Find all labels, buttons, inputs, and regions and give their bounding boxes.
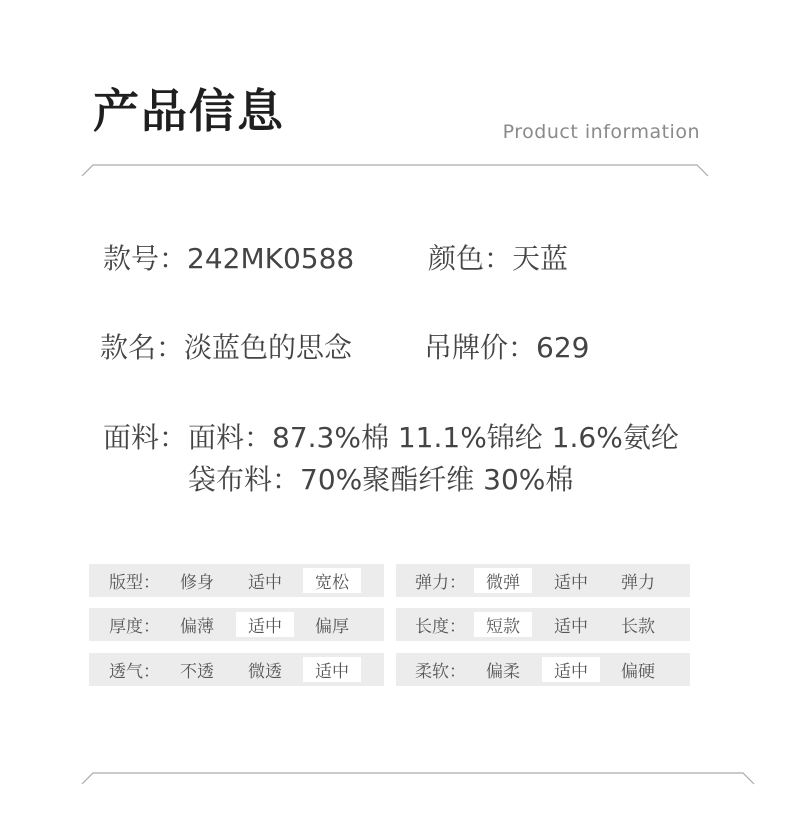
attr-option-selected: 宽松 bbox=[303, 568, 361, 593]
bottom-divider bbox=[0, 762, 790, 792]
fabric-label: 面料： bbox=[103, 421, 188, 454]
tag-price: 吊牌价：629 bbox=[424, 331, 590, 364]
attr-option-selected: 适中 bbox=[542, 657, 600, 682]
attr-label: 弹力： bbox=[415, 573, 466, 593]
attr-label: 长度： bbox=[415, 617, 466, 637]
attr-option: 适中 bbox=[554, 617, 588, 637]
page-title: 产品信息 bbox=[93, 84, 285, 138]
attr-option: 偏硬 bbox=[621, 662, 655, 682]
attr-option: 适中 bbox=[248, 573, 282, 593]
attr-thickness bbox=[89, 608, 384, 641]
attr-label: 柔软： bbox=[415, 662, 466, 682]
attr-option: 微透 bbox=[248, 662, 282, 682]
attr-length bbox=[396, 608, 690, 641]
attr-option: 不透 bbox=[180, 662, 214, 682]
attr-option: 修身 bbox=[180, 573, 214, 593]
color-value: 颜色：天蓝 bbox=[428, 242, 569, 275]
page-subtitle: Product information bbox=[502, 121, 700, 143]
fabric-line-2: 袋布料：70%聚酯纤维 30%棉 bbox=[188, 463, 574, 496]
attr-option-selected: 适中 bbox=[236, 612, 294, 637]
attr-label: 版型： bbox=[109, 573, 160, 593]
attr-option: 弹力 bbox=[621, 573, 655, 593]
attr-option: 长款 bbox=[621, 617, 655, 637]
attr-option-selected: 微弹 bbox=[474, 568, 532, 593]
attr-breathability bbox=[89, 653, 384, 686]
top-divider bbox=[0, 155, 790, 185]
attr-option: 偏柔 bbox=[486, 662, 520, 682]
attr-softness bbox=[396, 653, 690, 686]
attr-option: 偏薄 bbox=[180, 617, 214, 637]
attr-label: 透气： bbox=[109, 662, 160, 682]
product-name: 款名：淡蓝色的思念 bbox=[100, 331, 353, 364]
attr-option-selected: 适中 bbox=[303, 657, 361, 682]
attr-option: 偏厚 bbox=[315, 617, 349, 637]
attr-option-selected: 短款 bbox=[474, 612, 532, 637]
attr-label: 厚度： bbox=[109, 617, 160, 637]
model-number: 款号：242MK0588 bbox=[103, 242, 355, 275]
fabric-line-1: 面料：87.3%棉 11.1%锦纶 1.6%氨纶 bbox=[188, 421, 679, 454]
attr-fit bbox=[89, 564, 384, 597]
attr-stretch bbox=[396, 564, 690, 597]
attr-option: 适中 bbox=[554, 573, 588, 593]
